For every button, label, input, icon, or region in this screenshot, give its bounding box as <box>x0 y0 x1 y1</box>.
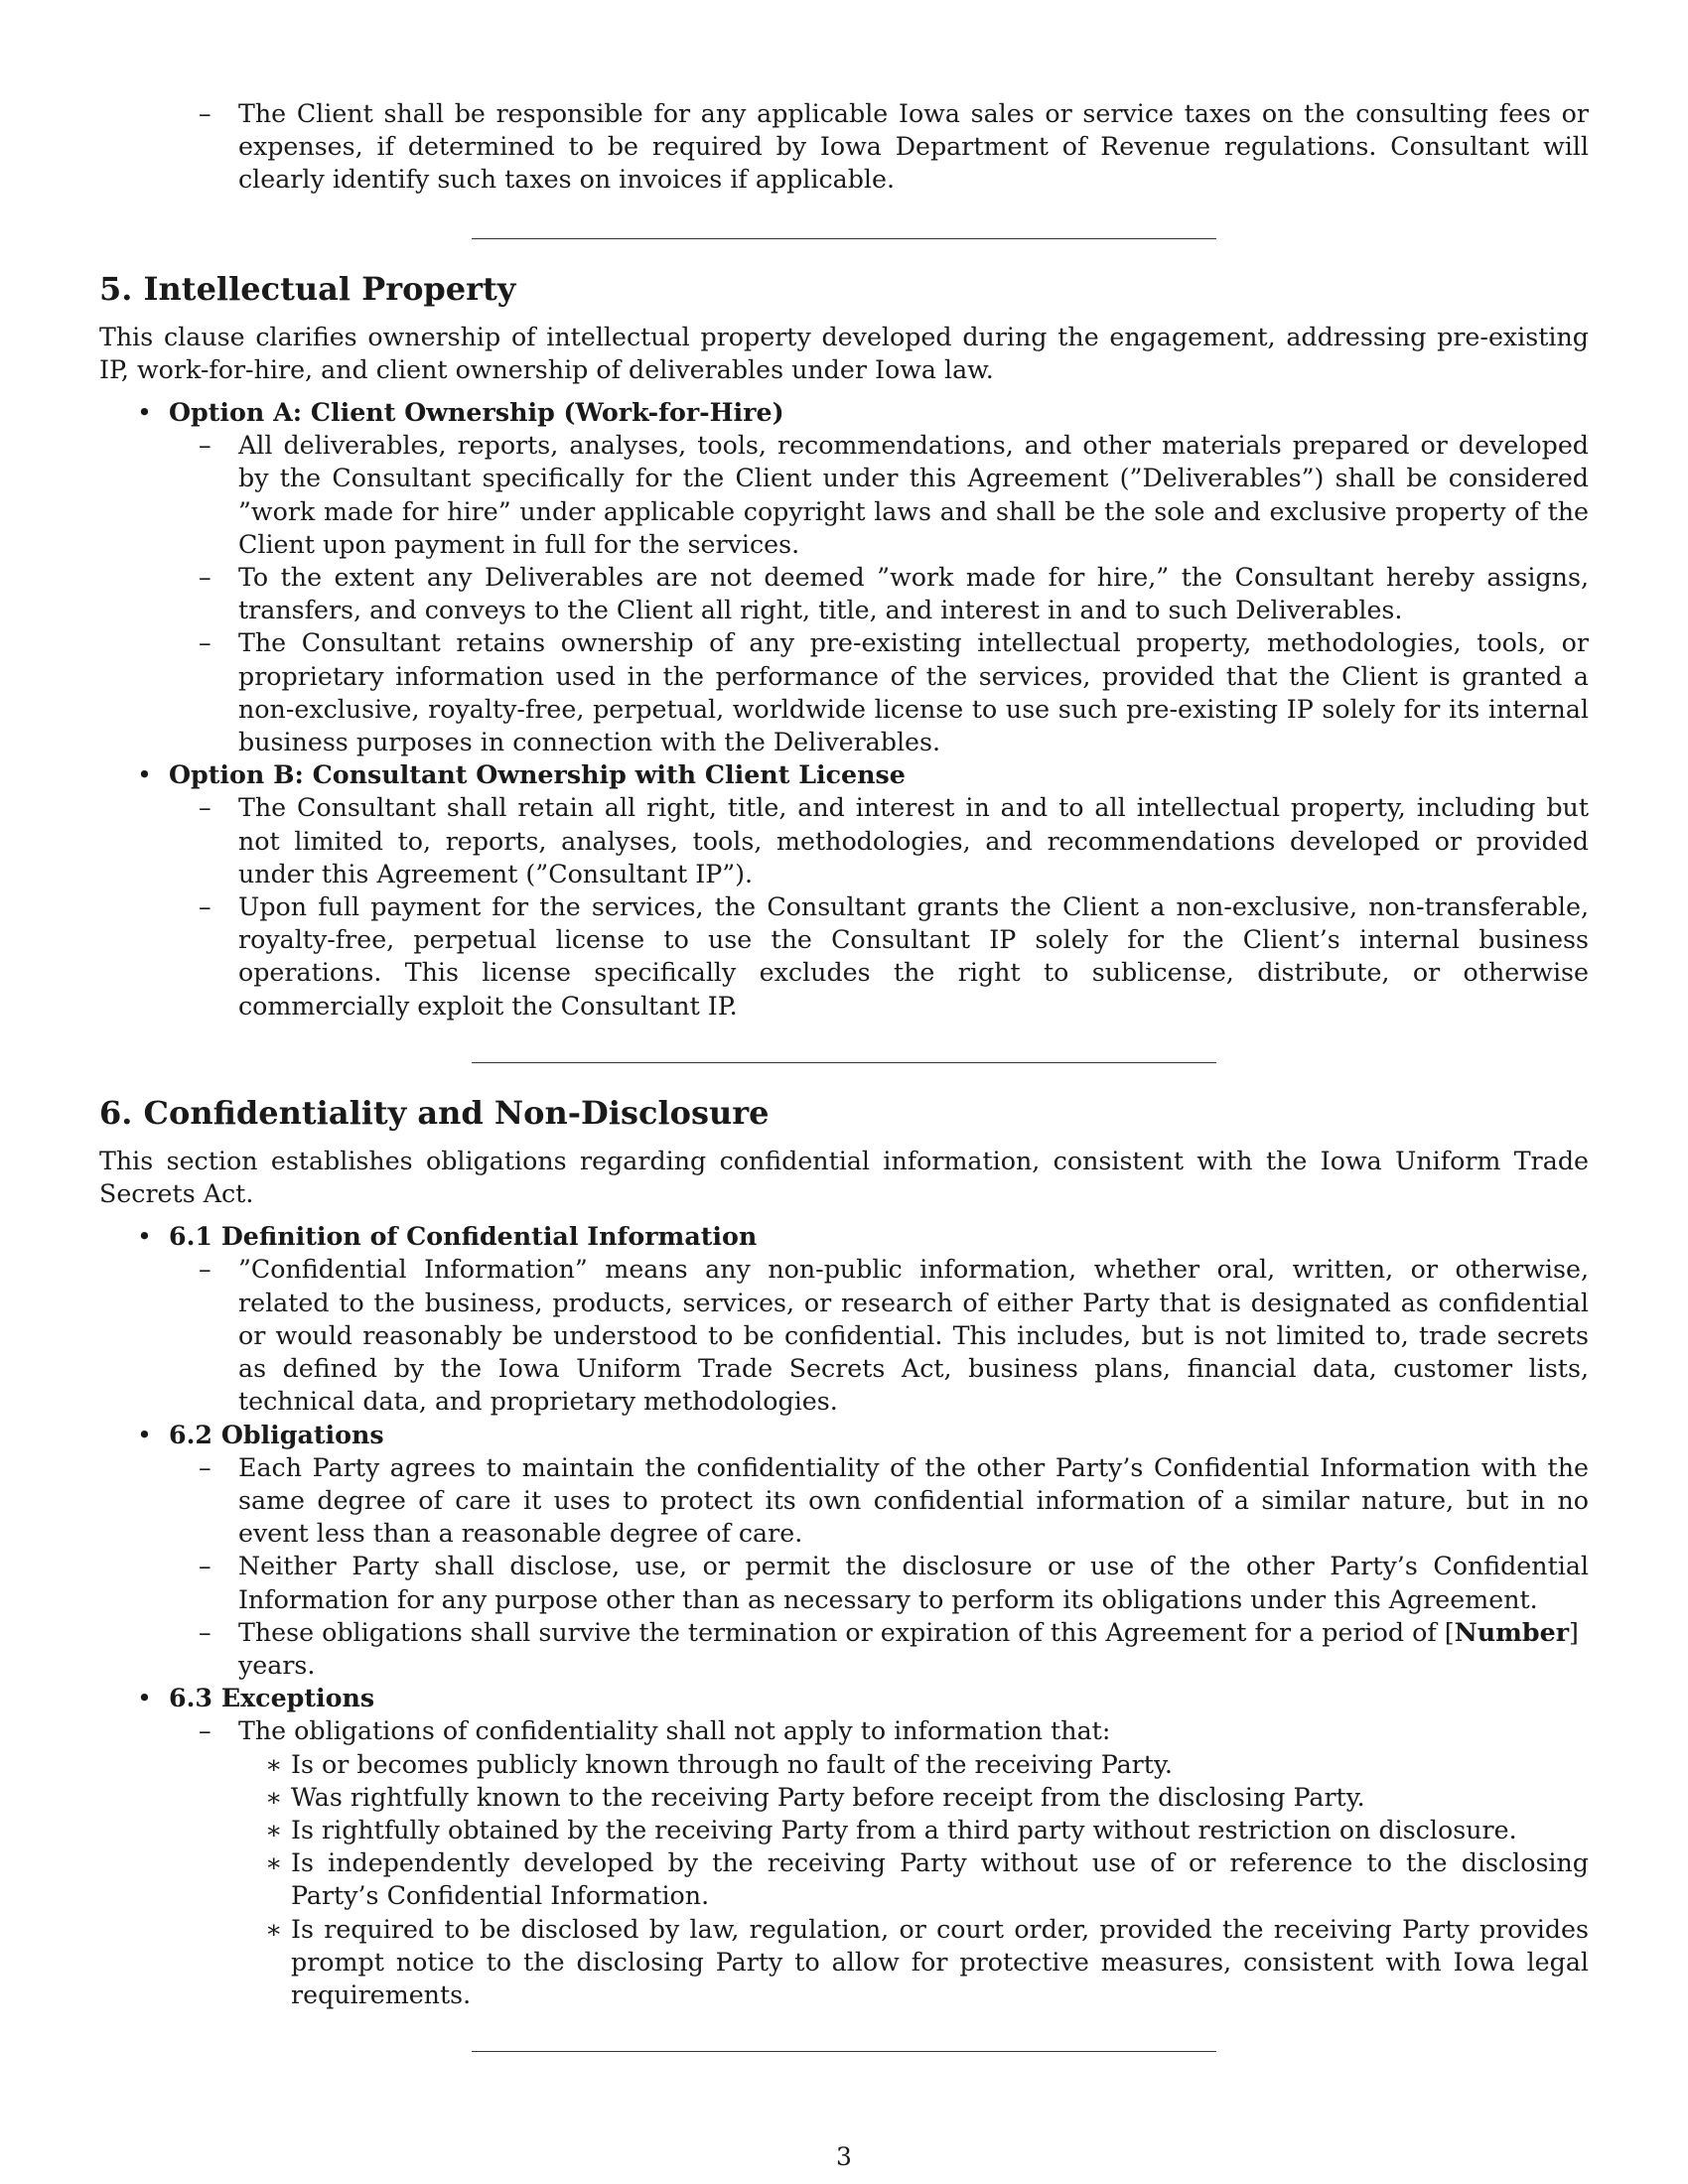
exceptions-lead: The obligations of confidentiality shall not apply to information that: <box>238 1716 1111 1746</box>
list-item-text: All deliverables, reports, analyses, tools, recommendations, and other materials prepared or developed by the Consultant specifically for the Client under this Agreement (”Deliverables”) shall be considered ”work made for hire” under applicable copyright laws and shall be the sole and exclusive property of the Client upon payment in full for the services. <box>238 431 1589 559</box>
option-a-heading: Option A: Client Ownership (Work-for-Hire) <box>169 397 784 428</box>
option-b <box>99 758 1589 1023</box>
option-b-heading: Option B: Consultant Ownership with Client License <box>169 759 906 790</box>
taxes-text: The Client shall be responsible for any applicable Iowa sales or service taxes on the consulting fees or expenses, if determined to be required by Iowa Department of Revenue regulations. Consultant will clearly identify such taxes on invoices if applicable. <box>238 99 1589 195</box>
list-item <box>238 1748 1589 1781</box>
bullet-marker: • <box>137 760 152 790</box>
survival-pre: These obligations shall survive the termination or expiration of this Agreement for a period of <box>238 1617 1445 1647</box>
dash-marker: – <box>199 628 211 658</box>
dash-marker: – <box>199 892 211 922</box>
dash-marker: – <box>199 1716 211 1746</box>
list-item-text: The Consultant retains ownership of any pre-existing intellectual property, methodologies, tools, or proprietary information used in the performance of the services, provided that the Client is granted a non-exclusive, royalty-free, perpetual, worldwide license to use such pre-existing IP solely for its internal business purposes in connection with the Deliverables. <box>238 628 1589 757</box>
list-item-text: Is or becomes publicly known through no fault of the receiving Party. <box>291 1749 1173 1779</box>
option-b-items <box>169 791 1589 1022</box>
section-6-intro: This section establishes obligations regarding confidential information, consistent with the Iowa Uniform Trade Secrets Act. <box>99 1146 1589 1209</box>
dash-marker: – <box>199 563 211 593</box>
subsection-6-1-items <box>169 1253 1589 1418</box>
section-divider <box>472 2051 1216 2052</box>
dash-marker: – <box>199 1617 211 1647</box>
list-item <box>169 1616 1589 1682</box>
subsection-6-3 <box>99 1682 1589 2011</box>
list-item-text: Was rightfully known to the receiving Party before receipt from the disclosing Party. <box>291 1782 1365 1812</box>
list-item-text: Is required to be disclosed by law, regulation, or court order, provided the receiving Party provides prompt notice to the disclosing Party to allow for protective measures, consistent with Iowa legal requirements. <box>291 1914 1589 2009</box>
list-item <box>169 1253 1589 1418</box>
list-item <box>238 1913 1589 2012</box>
section-5-title: 5. Intellectual Property <box>99 269 516 308</box>
list-item <box>169 429 1589 561</box>
section-5-options <box>99 396 1589 1023</box>
list-item <box>169 1550 1589 1615</box>
dash-marker: – <box>199 1452 211 1482</box>
subsection-6-2-heading: 6.2 Obligations <box>169 1419 384 1449</box>
list-item <box>169 1451 1589 1551</box>
subsection-6-2 <box>99 1419 1589 1683</box>
subsection-6-2-items <box>169 1451 1589 1682</box>
section-6-title: 6. Confidentiality and Non-Disclosure <box>99 1093 770 1132</box>
list-item <box>169 626 1589 758</box>
taxes-list <box>169 97 1589 197</box>
number-placeholder: Number <box>1454 1616 1570 1647</box>
asterisk-marker: ∗ <box>265 1815 283 1844</box>
list-item <box>238 1846 1589 1912</box>
section-5-intro: This clause clarifies ownership of intellectual property developed during the engagement, addressing pre-existing IP, work-for-hire, and client ownership of deliverables under Iowa law. <box>99 322 1589 384</box>
dash-marker: – <box>199 1255 211 1285</box>
asterisk-marker: ∗ <box>265 1848 283 1878</box>
option-a <box>99 396 1589 758</box>
list-item-text: To the extent any Deliverables are not deemed ”work made for hire,” the Consultant hereby assigns, transfers, and conveys to the Client all right, title, and interest in and to such Deliverables. <box>238 563 1589 625</box>
list-item <box>169 97 1589 197</box>
asterisk-marker: ∗ <box>265 1782 283 1812</box>
page-number: 3 <box>836 2142 852 2171</box>
list-item-text: Is rightfully obtained by the receiving Party from a third party without restriction on disclosure. <box>291 1815 1517 1844</box>
list-item-text: Upon full payment for the services, the Consultant grants the Client a non-exclusive, non-transferable, royalty-free, perpetual license to use the Consultant IP solely for the Client’s internal business operations. This license specifically excludes the right to sublicense, distribute, or otherwise commercially exploit the Consultant IP. <box>238 892 1589 1021</box>
bullet-marker: • <box>137 1684 152 1713</box>
exceptions-list <box>238 1748 1589 2012</box>
asterisk-marker: ∗ <box>265 1749 283 1779</box>
list-item-text: Is independently developed by the receiving Party without use of or reference to the disclosing Party’s Confidential Information. <box>291 1848 1589 1911</box>
subsection-6-1-heading: 6.1 Definition of Confidential Information <box>169 1221 758 1252</box>
list-item <box>238 1781 1589 1814</box>
dash-marker: – <box>199 793 211 823</box>
survival-text: These obligations shall survive the termination or expiration of this Agreement for a period of [Number] years. <box>238 1616 1579 1680</box>
list-item <box>169 890 1589 1023</box>
list-item-text: The Consultant shall retain all right, title, and interest in and to all intellectual property, including but not limited to, reports, analyses, tools, methodologies, and recommendations developed or provided under this Agreement (”Consultant IP”). <box>238 793 1589 888</box>
list-item <box>169 1714 1589 2011</box>
list-item-text: Each Party agrees to maintain the confidentiality of the other Party’s Confidential Information with the same degree of care it uses to protect its own confidential information of a similar nature, but in no event less than a reasonable degree of care. <box>238 1452 1589 1549</box>
list-item <box>169 791 1589 890</box>
dash-marker: – <box>199 1552 211 1581</box>
subsection-6-3-heading: 6.3 Exceptions <box>169 1683 375 1713</box>
bullet-marker: • <box>137 1222 152 1252</box>
section-6-subsections <box>99 1220 1589 2011</box>
list-item-text: Neither Party shall disclose, use, or permit the disclosure or use of the other Party’s Confidential Information for any purpose other than as necessary to perform its obligations under this Agreement. <box>238 1552 1589 1614</box>
list-item-text: ”Confidential Information” means any non-public information, whether oral, written, or otherwise, related to the business, products, services, or research of either Party that is designated as confidential or would reasonably be understood to be confidential. This includes, but is not limited to, trade secrets as defined by the Iowa Uniform Trade Secrets Act, business plans, financial data, customer lists, technical data, and proprietary methodologies. <box>238 1255 1589 1417</box>
option-a-items <box>169 429 1589 758</box>
document-page <box>99 97 1589 2052</box>
dash-marker: – <box>199 431 211 461</box>
survival-post: years. <box>238 1650 316 1680</box>
subsection-6-1 <box>99 1220 1589 1418</box>
bullet-marker: • <box>137 398 152 428</box>
asterisk-marker: ∗ <box>265 1914 283 1944</box>
dash-marker: – <box>199 99 211 128</box>
bullet-marker: • <box>137 1420 152 1449</box>
list-item <box>169 561 1589 626</box>
list-item <box>238 1814 1589 1846</box>
subsection-6-3-items <box>169 1714 1589 2011</box>
